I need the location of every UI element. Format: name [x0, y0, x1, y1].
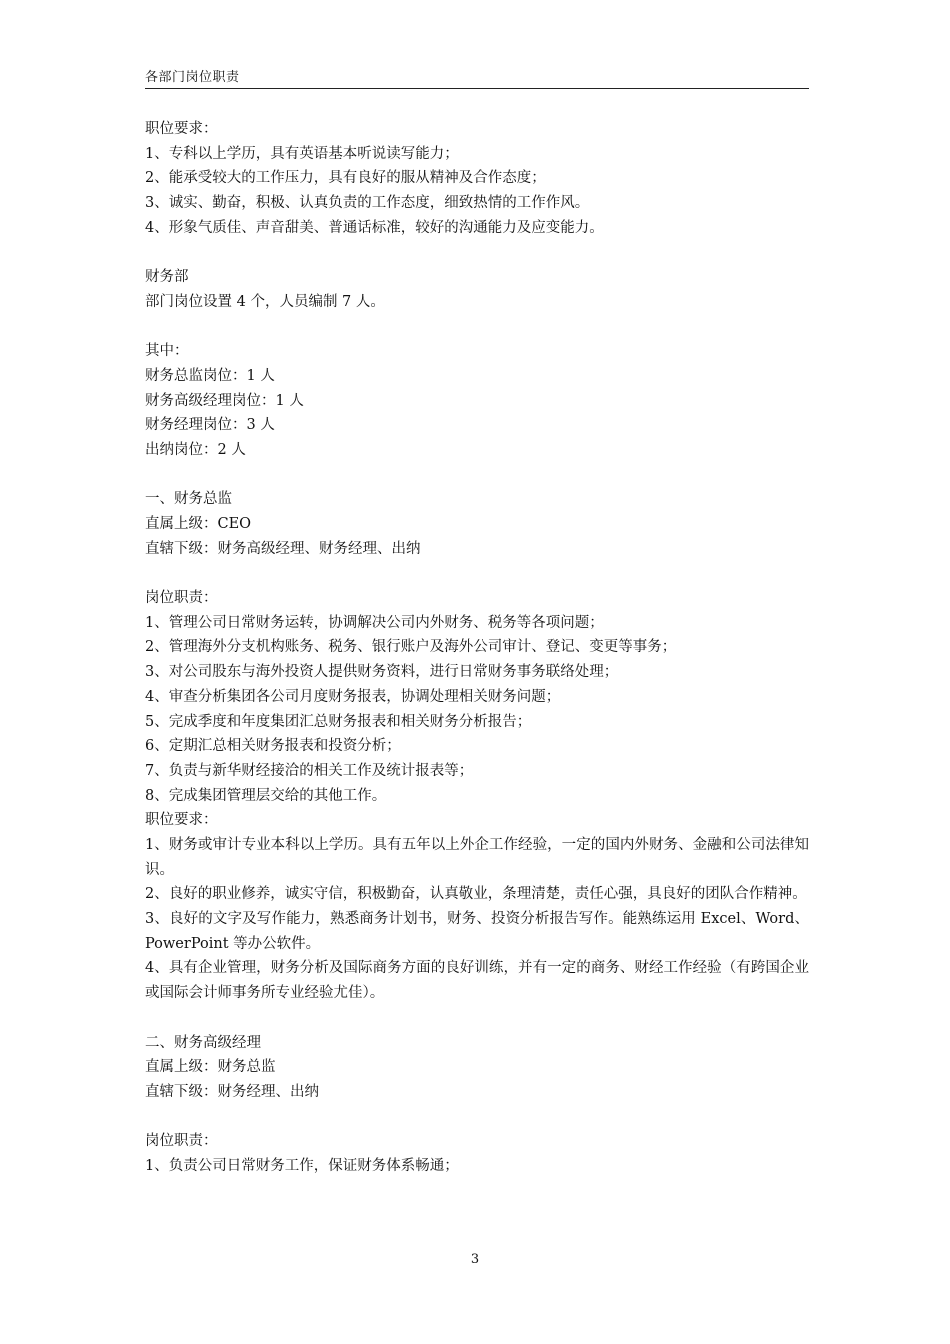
- text-line: 1、专科以上学历，具有英语基本听说读写能力；: [145, 145, 459, 162]
- text-line: 直属上级：财务总监: [145, 1059, 276, 1076]
- document-body: [145, 117, 809, 1179]
- blank-line: [145, 1105, 809, 1130]
- text-line: 3、对公司股东与海外投资人提供财务资料，进行日常财务事务联络处理；: [145, 664, 619, 681]
- text-line: 出纳岗位：2 人: [145, 441, 246, 458]
- text-line: 6、定期汇总相关财务报表和投资分析；: [145, 738, 401, 755]
- blank-line: [145, 315, 809, 340]
- text-paragraph: 3、良好的文字及写作能力，熟悉商务计划书，财务、投资分析报告写作。能熟练运用 Excel、Word、 PowerPoint 等办公软件。: [145, 911, 809, 952]
- page-header: [145, 66, 809, 89]
- section-heading: 财务部: [145, 269, 189, 286]
- section-heading: 二、财务高级经理: [145, 1034, 261, 1051]
- text-line: 岗位职责：: [145, 1133, 218, 1150]
- text-line: 1、负责公司日常财务工作，保证财务体系畅通；: [145, 1157, 459, 1174]
- text-line: 3、诚实、勤奋，积极、认真负责的工作态度，细致热情的工作作风。: [145, 195, 590, 212]
- blank-line: [145, 1006, 809, 1031]
- text-line: 财务总监岗位：1 人: [145, 367, 275, 384]
- text-line: 岗位职责：: [145, 590, 218, 607]
- text-line: 2、能承受较大的工作压力，具有良好的服从精神及合作态度；: [145, 170, 546, 187]
- section-heading: 一、财务总监: [145, 491, 232, 508]
- header-title: 各部门岗位职责: [145, 70, 240, 85]
- blank-line: [145, 561, 809, 586]
- text-line: 1、管理公司日常财务运转，协调解决公司内外财务、税务等各项问题；: [145, 614, 604, 631]
- text-line: 2、管理海外分支机构账务、税务、银行账户及海外公司审计、登记、变更等事务；: [145, 639, 677, 656]
- text-line: 5、完成季度和年度集团汇总财务报表和相关财务分析报告；: [145, 713, 532, 730]
- text-line: 4、审查分析集团各公司月度财务报表，协调处理相关财务问题；: [145, 688, 561, 705]
- text-line: 职位要求：: [145, 812, 218, 829]
- text-line: 直属上级：CEO: [145, 516, 252, 532]
- text-paragraph: 4、具有企业管理，财务分析及国际商务方面的良好训练，并有一定的商务、财经工作经验（有跨国企业或国际会计师事务所专业经验尤佳）。: [145, 960, 809, 1002]
- text-line: 其中：: [145, 343, 189, 360]
- text-paragraph: 1、财务或审计专业本科以上学历。具有五年以上外企工作经验，一定的国内外财务、金融和公司法律知识。: [145, 836, 809, 878]
- blank-line: [145, 463, 809, 488]
- text-line: 职位要求：: [145, 121, 218, 137]
- blank-line: [145, 240, 809, 265]
- text-line: 7、负责与新华财经接洽的相关工作及统计报表等；: [145, 762, 474, 779]
- text-line: 财务经理岗位：3 人: [145, 417, 275, 434]
- text-line: 4、形象气质佳、声音甜美、普通话标准，较好的沟通能力及应变能力。: [145, 219, 604, 236]
- text-line: 直辖下级：财务经理、出纳: [145, 1083, 319, 1100]
- text-line: 直辖下级：财务高级经理、财务经理、出纳: [145, 540, 421, 557]
- text-line: 8、完成集团管理层交给的其他工作。: [145, 787, 387, 804]
- text-paragraph: 2、良好的职业修养，诚实守信，积极勤奋，认真敬业，条理清楚，责任心强，具良好的团队合作精神。: [145, 886, 807, 903]
- text-line: 部门岗位设置 4 个，人员编制 7 人。: [145, 293, 385, 310]
- text-line: 财务高级经理岗位：1 人: [145, 392, 304, 409]
- page-number: 3: [470, 1252, 480, 1267]
